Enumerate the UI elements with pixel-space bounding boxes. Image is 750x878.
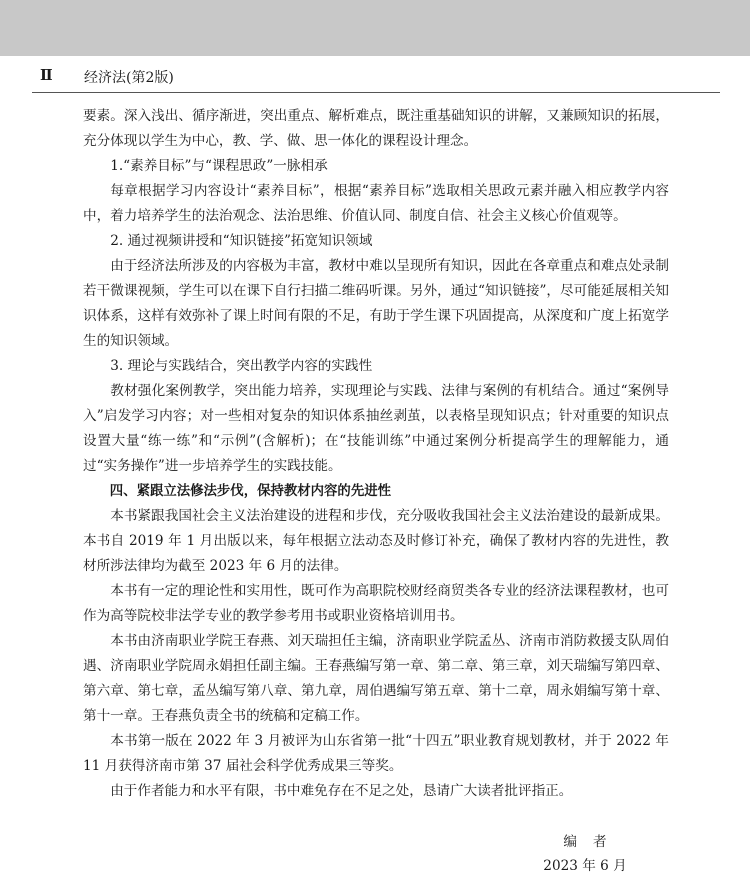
subheading: 3. 理论与实践结合，突出教学内容的实践性 xyxy=(110,358,373,374)
running-title: 经济法(第2版) xyxy=(84,70,174,86)
editor-label: 编者 xyxy=(563,834,623,850)
paragraph: 本书紧跟我国社会主义法治建设的进程和步伐，充分吸收我国社会主义法治建设的最新成果。本书自 2019 年 1 月出版以来，每年根据立法动态及时修订补充，确保了教材内容的先进性，教材所涉法律均为截至 2023 年 6 月的法律。 xyxy=(83,508,669,574)
signature-date: 2023 年 6 月 xyxy=(543,858,627,874)
paragraph: 由于作者能力和水平有限，书中难免存在不足之处，恳请广大读者批评指正。 xyxy=(110,783,573,799)
page-header xyxy=(0,56,750,92)
subheading: 1.“素养目标”与“课程思政”一脉相承 xyxy=(110,158,328,174)
paragraph: 本书第一版在 2022 年 3 月被评为山东省第一批“十四五”职业教育规划教材，并于 2022 年 11 月获得济南市第 37 届社会科学优秀成果三等奖。 xyxy=(83,733,669,774)
body-text xyxy=(83,104,669,804)
top-gray-band xyxy=(0,0,750,56)
paragraph: 要素。深入浅出、循序渐进，突出重点、解析难点，既注重基础知识的讲解，又兼顾知识的拓展，充分体现以学生为中心，教、学、做、思一体化的课程设计理念。 xyxy=(83,108,669,149)
paragraph: 每章根据学习内容设计“素养目标”，根据“素养目标”选取相关思政元素并融入相应教学内容中，着力培养学生的法治观念、法治思维、价值认同、制度自信、社会主义核心价值观等。 xyxy=(83,183,669,224)
section-heading: 四、紧跟立法修法步伐，保持教材内容的先进性 xyxy=(109,484,391,499)
header-divider xyxy=(32,92,720,93)
subheading: 2. 通过视频讲授和“知识链接”拓宽知识领域 xyxy=(110,233,373,249)
page-number: Ⅱ xyxy=(40,66,52,84)
paragraph: 教材强化案例教学，突出能力培养，实现理论与实践、法律与案例的有机结合。通过“案例导入”启发学习内容；对一些相对复杂的知识体系抽丝剥茧，以表格呈现知识点；针对重要的知识点设置大量“练一练”和“示例”(含解析)；在“技能训练”中通过案例分析提高学生的理解能力，通过“实务操作”进一步培养学生的实践技能。 xyxy=(83,383,669,474)
signature-block xyxy=(520,830,650,878)
paragraph: 由于经济法所涉及的内容极为丰富，教材中难以呈现所有知识，因此在各章重点和难点处录制若干微课视频，学生可以在课下自行扫描二维码听课。另外，通过“知识链接”，尽可能延展相关知识体系，这样有效弥补了课上时间有限的不足，有助于学生课下巩固提高，从深度和广度上拓宽学生的知识领域。 xyxy=(83,258,669,349)
paragraph: 本书有一定的理论性和实用性，既可作为高职院校财经商贸类各专业的经济法课程教材，也可作为高等院校非法学专业的教学参考用书或职业资格培训用书。 xyxy=(83,583,669,624)
paragraph: 本书由济南职业学院王春燕、刘天瑞担任主编，济南职业学院孟丛、济南市消防救援支队周伯遇、济南职业学院周永娟担任副主编。王春燕编写第一章、第二章、第三章，刘天瑞编写第四章、第六章、第七章，孟丛编写第八章、第九章，周伯遇编写第五章、第十二章，周永娟编写第十章、第十一章。王春燕负责全书的统稿和定稿工作。 xyxy=(83,633,669,724)
